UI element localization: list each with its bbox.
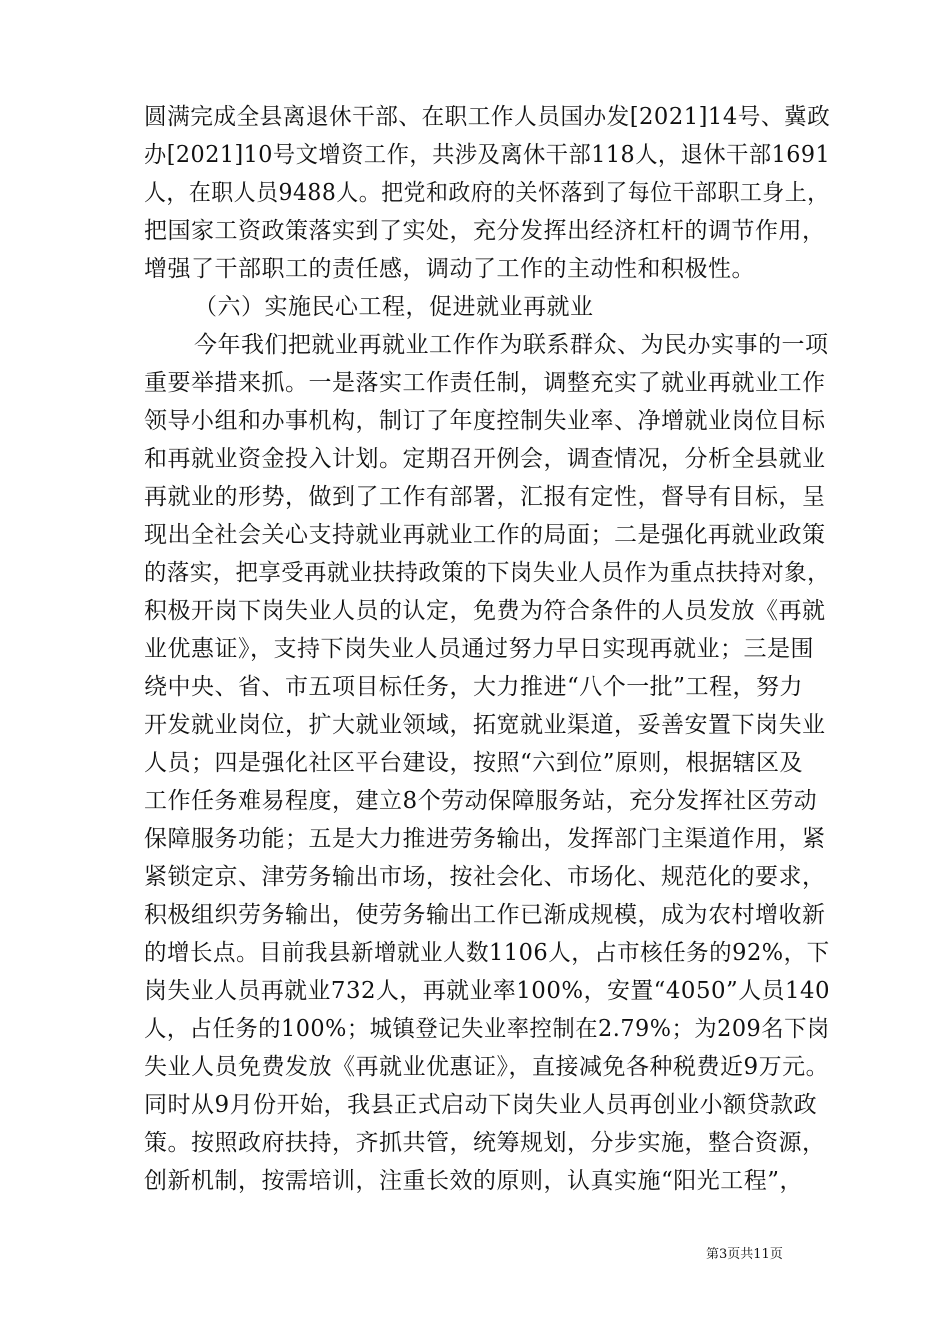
- body-line-25: 人，占任务的100%；城镇登记失业率控制在2.79%；为209名下岗: [144, 1016, 830, 1042]
- page-number-footer: 第3页共11页: [706, 1247, 783, 1262]
- body-line-29: 创新机制，按需培训，注重长效的原则，认真实施“阳光工程”，: [144, 1168, 804, 1194]
- body-line-11: 再就业的形势，做到了工作有部署，汇报有定性，督导有目标，呈: [144, 484, 826, 510]
- body-line-9: 领导小组和办事机构，制订了年度控制失业率、净增就业岗位目标: [144, 408, 826, 434]
- body-line-18: 人员；四是强化社区平台建设，按照“六到位”原则，根据辖区及: [144, 750, 804, 776]
- body-line-7: 今年我们把就业再就业工作作为联系群众、为民办实事的一项: [194, 332, 829, 358]
- body-line-13: 的落实，把享受再就业扶持政策的下岗失业人员作为重点扶持对象，: [144, 560, 830, 586]
- body-line-21: 紧锁定京、津劳务输出市场，按社会化、市场化、规范化的要求，: [144, 864, 826, 890]
- body-line-12: 现出全社会关心支持就业再就业工作的局面；二是强化再就业政策: [144, 522, 826, 548]
- body-line-2: 办[2021]10号文增资工作，共涉及离休干部118人，退休干部1691: [144, 142, 831, 168]
- body-line-26: 失业人员免费发放《再就业优惠证》，直接减免各种税费近9万元。: [144, 1054, 830, 1080]
- body-line-19: 工作任务难易程度，建立8个劳动保障服务站，充分发挥社区劳动: [144, 788, 818, 814]
- body-line-15: 业优惠证》，支持下岗失业人员通过努力早日实现再就业；三是围: [144, 636, 814, 662]
- body-line-1: 圆满完成全县离退休干部、在职工作人员国办发[2021]14号、冀政: [144, 104, 831, 130]
- section-heading: （六）实施民心工程，促进就业再就业: [194, 294, 594, 320]
- body-line-17: 开发就业岗位，扩大就业领域，拓宽就业渠道，妥善安置下岗失业: [144, 712, 826, 738]
- body-line-22: 积极组织劳务输出，使劳务输出工作已渐成规模，成为农村增收新: [144, 902, 826, 928]
- body-line-4: 把国家工资政策落实到了实处，充分发挥出经济杠杆的调节作用，: [144, 218, 826, 244]
- body-line-24: 岗失业人员再就业732人，再就业率100%，安置“4050”人员140: [144, 978, 831, 1004]
- body-line-8: 重要举措来抓。一是落实工作责任制，调整充实了就业再就业工作: [144, 370, 826, 396]
- body-line-14: 积极开岗下岗失业人员的认定，免费为符合条件的人员发放《再就: [144, 598, 826, 624]
- body-line-23: 的增长点。目前我县新增就业人数1106人，占市核任务的92%，下: [144, 940, 830, 966]
- body-line-5: 增强了干部职工的责任感，调动了工作的主动性和积极性。: [144, 256, 755, 282]
- body-line-28: 策。按照政府扶持，齐抓共管，统筹规划，分步实施，整合资源，: [144, 1130, 826, 1156]
- body-line-3: 人，在职人员9488人。把党和政府的关怀落到了每位干部职工身上，: [144, 180, 830, 206]
- body-line-10: 和再就业资金投入计划。定期召开例会，调查情况，分析全县就业: [144, 446, 826, 472]
- body-line-16: 绕中央、省、市五项目标任务，大力推进“八个一批”工程，努力: [144, 674, 804, 700]
- body-line-27: 同时从9月份开始，我县正式启动下岗失业人员再创业小额贷款政: [144, 1092, 818, 1118]
- body-line-20: 保障服务功能；五是大力推进劳务输出，发挥部门主渠道作用，紧: [144, 826, 826, 852]
